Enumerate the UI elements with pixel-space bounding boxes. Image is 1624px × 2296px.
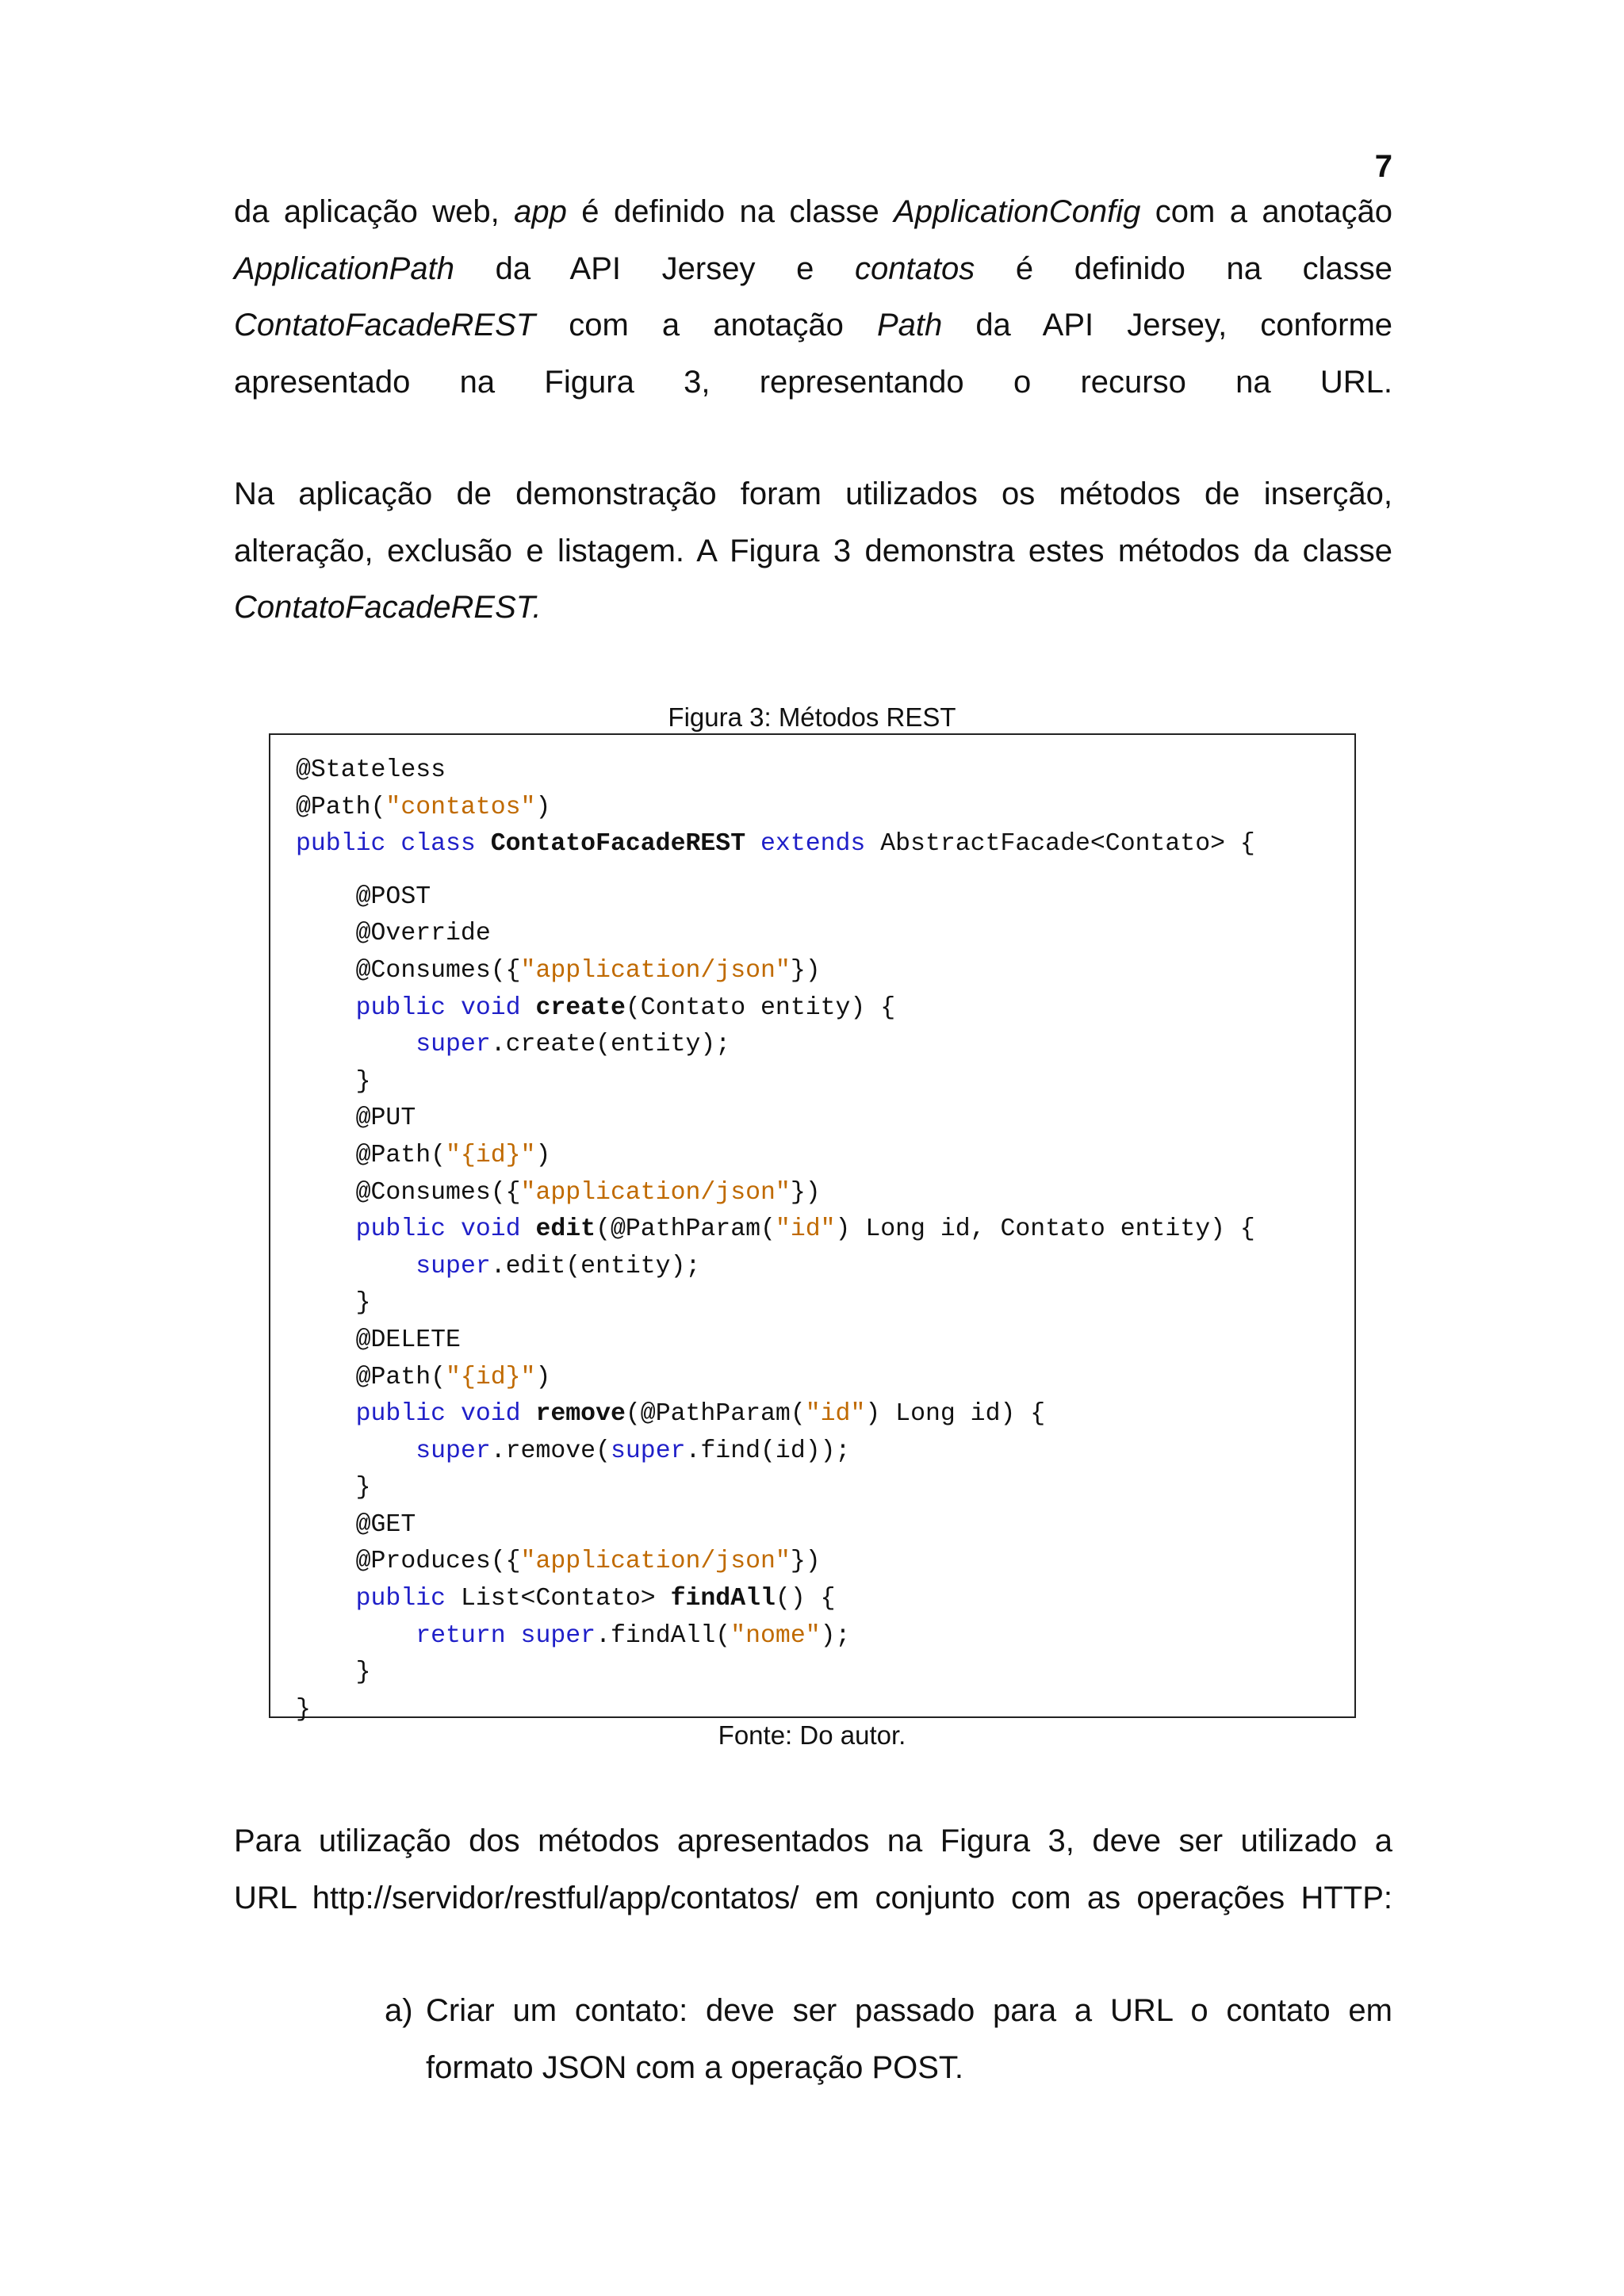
paragraph-2-line: ContatoFacadeREST. <box>234 590 542 625</box>
code-line: @POST <box>296 882 431 911</box>
paragraph-2-line: alteração, exclusão e listagem. A Figura 3 demonstra estes métodos da classe <box>234 533 1392 568</box>
paragraph-1-line: apresentado na Figura 3, representando o recurso na URL. <box>234 364 1392 400</box>
code-line: @PUT <box>296 1104 416 1133</box>
paragraph-3 <box>234 1813 1392 1927</box>
code-line: @Path("contatos") <box>296 793 551 821</box>
paragraph-1-line: da aplicação web, app é definido na classe ApplicationConfig com a anotação <box>234 194 1392 229</box>
figure-caption: Figura 3: Métodos REST <box>668 702 956 732</box>
list-marker: a) <box>385 1993 413 2028</box>
paragraph-1-line: ApplicationPath da API Jersey e contatos é definido na classe <box>234 251 1392 286</box>
paragraph-1-line: ContatoFacadeREST com a anotação Path da API Jersey, conforme <box>234 308 1393 342</box>
page-number: 7 <box>1374 149 1392 184</box>
paragraph-1 <box>234 184 1392 411</box>
code-line: } <box>296 1474 371 1502</box>
code-line: public class ContatoFacadeREST extends AbstractFacade<Contato> { <box>296 830 1255 859</box>
code-line: @Path("{id}") <box>296 1141 551 1169</box>
list-item-line: Criar um contato: deve ser passado para a URL o contato em <box>426 1993 1392 2028</box>
code-line: super.create(entity); <box>416 1031 731 1059</box>
list-item-text <box>426 1983 1392 2096</box>
code-line: return super.findAll("nome"); <box>416 1621 851 1650</box>
paragraph-3-line: Para utilização dos métodos apresentados na Figura 3, deve ser utilizado a <box>234 1823 1392 1858</box>
paragraph-3-line: URL http://servidor/restful/app/contatos/ em conjunto com as operações HTTP: <box>234 1880 1392 1915</box>
code-line: @Override <box>296 920 491 948</box>
code-line: @Path("{id}") <box>296 1363 551 1391</box>
code-line: @DELETE <box>296 1326 461 1354</box>
code-line: super.edit(entity); <box>416 1252 701 1280</box>
code-line: @Consumes({"application/json"}) <box>296 956 821 985</box>
list-item-line: formato JSON com a operação POST. <box>426 2049 964 2085</box>
code-line: public void edit(@PathParam("id") Long id, Contato entity) { <box>355 1215 1255 1244</box>
code-line: public void create(Contato entity) { <box>355 993 896 1022</box>
paragraph-2-line: Na aplicação de demonstração foram utilizados os métodos de inserção, <box>234 476 1392 511</box>
code-line: } <box>296 1695 311 1724</box>
code-line: @GET <box>296 1510 416 1539</box>
paragraph-2 <box>234 466 1392 637</box>
code-line: @Consumes({"application/json"}) <box>296 1178 821 1207</box>
code-line: super.remove(super.find(id)); <box>416 1437 851 1465</box>
code-listing <box>296 752 1255 1728</box>
code-figure <box>269 733 1356 1724</box>
code-line: } <box>296 1067 371 1096</box>
code-line: public List<Contato> findAll() { <box>355 1585 836 1613</box>
figure-source: Fonte: Do autor. <box>718 1720 906 1750</box>
code-line: @Produces({"application/json"}) <box>296 1548 821 1576</box>
code-line: public void remove(@PathParam("id") Long id) { <box>355 1400 1046 1429</box>
code-line: } <box>296 1659 371 1687</box>
code-line: } <box>296 1289 371 1318</box>
code-line: @Stateless <box>296 756 446 784</box>
